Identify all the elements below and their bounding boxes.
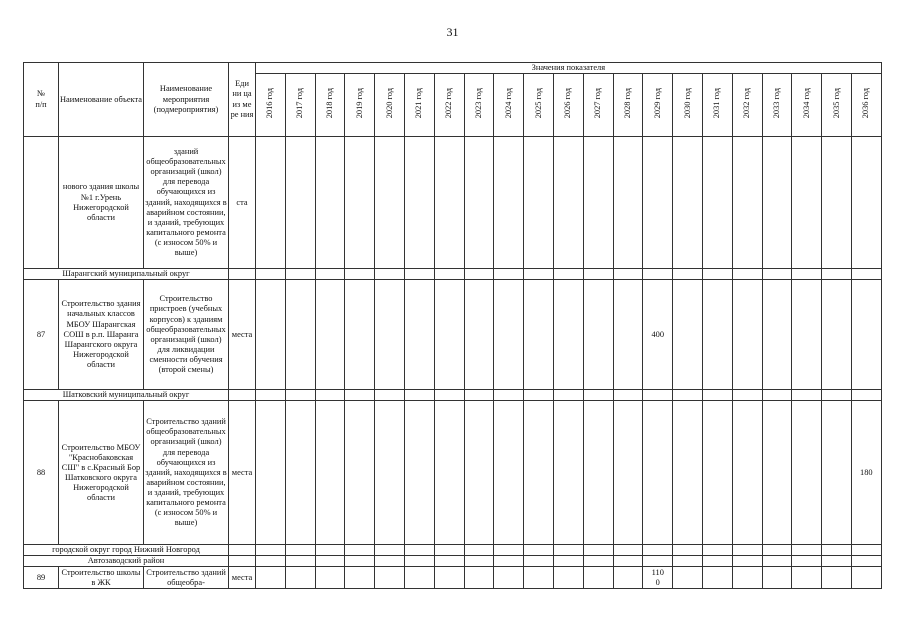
header-year (732, 74, 762, 137)
empty-cell (822, 269, 852, 280)
header-year (464, 74, 494, 137)
header-object-name: Наименование объекта (59, 63, 144, 137)
empty-cell (643, 269, 673, 280)
empty-cell (702, 556, 732, 567)
empty-cell (792, 269, 822, 280)
value-cell (851, 567, 881, 589)
empty-cell (524, 269, 554, 280)
value-cell (524, 280, 554, 390)
empty-cell (285, 269, 315, 280)
empty-cell (553, 545, 583, 556)
empty-cell (256, 390, 286, 401)
empty-cell (643, 545, 673, 556)
header-year (851, 74, 881, 137)
value-cell (822, 401, 852, 545)
value-cell (285, 567, 315, 589)
value-cell (762, 567, 792, 589)
empty-cell (583, 545, 613, 556)
empty-cell (673, 556, 703, 567)
value-cell (673, 137, 703, 269)
value-cell (732, 137, 762, 269)
empty-cell (732, 390, 762, 401)
empty-cell (285, 545, 315, 556)
measure-name: Строительство зданий общеобра- (144, 567, 229, 589)
value-cell (553, 401, 583, 545)
empty-cell (315, 390, 345, 401)
empty-cell (673, 390, 703, 401)
region-row (24, 269, 882, 280)
empty-cell (345, 556, 375, 567)
empty-cell (553, 556, 583, 567)
value-cell (494, 280, 524, 390)
unit-cell: места (229, 401, 256, 545)
empty-cell (851, 269, 881, 280)
empty-cell (583, 556, 613, 567)
year-label: 2028 год (622, 88, 632, 119)
value-cell (613, 137, 643, 269)
value-cell (256, 137, 286, 269)
value-cell (375, 567, 405, 589)
region-row (24, 545, 882, 556)
header-unit: Еди ни ца из ме ре ния (229, 63, 256, 137)
empty-cell (434, 390, 464, 401)
value-cell (404, 401, 434, 545)
value-cell (524, 137, 554, 269)
row-number (24, 137, 59, 269)
value-cell: 180 (851, 401, 881, 545)
value-cell (434, 137, 464, 269)
empty-cell (613, 556, 643, 567)
value-cell (494, 401, 524, 545)
empty-cell (822, 556, 852, 567)
empty-cell (524, 556, 554, 567)
empty-cell (315, 269, 345, 280)
value-cell (762, 280, 792, 390)
empty-cell (553, 269, 583, 280)
empty-cell (732, 269, 762, 280)
empty-cell (732, 556, 762, 567)
year-label: 2016 год (265, 88, 275, 119)
empty-cell (792, 390, 822, 401)
value-cell (315, 280, 345, 390)
value-cell (464, 401, 494, 545)
value-cell (583, 137, 613, 269)
empty-cell (375, 390, 405, 401)
year-label: 2029 год (652, 88, 662, 119)
empty-cell (285, 556, 315, 567)
empty-cell (613, 390, 643, 401)
value-cell (822, 567, 852, 589)
empty-cell (345, 269, 375, 280)
value-cell (404, 280, 434, 390)
value-cell (792, 567, 822, 589)
table-row (24, 137, 882, 269)
measure-name: Строительство зданий общеобразовательных организаций (школ) для перевода обучающихся из зданий, находящихся в аварийном состоянии, и зданий, требующих капитального ремонта (с износом 50% и выше) (144, 401, 229, 545)
empty-cell (851, 556, 881, 567)
empty-cell (583, 390, 613, 401)
value-cell (434, 567, 464, 589)
value-cell (494, 567, 524, 589)
value-cell: 400 (643, 280, 673, 390)
empty-cell (762, 269, 792, 280)
value-cell (285, 137, 315, 269)
value-cell (583, 401, 613, 545)
year-label: 2033 год (771, 88, 781, 119)
empty-cell (851, 390, 881, 401)
empty-cell (494, 556, 524, 567)
empty-cell (524, 390, 554, 401)
empty-cell (553, 390, 583, 401)
header-year (345, 74, 375, 137)
row-number: 89 (24, 567, 59, 589)
value-cell (345, 401, 375, 545)
empty-cell (229, 545, 256, 556)
value-cell (345, 137, 375, 269)
empty-cell (434, 545, 464, 556)
empty-cell (404, 556, 434, 567)
year-label: 2023 год (473, 88, 483, 119)
empty-cell (229, 556, 256, 567)
empty-cell (822, 390, 852, 401)
value-cell (375, 137, 405, 269)
value-cell (792, 401, 822, 545)
empty-cell (375, 269, 405, 280)
year-label: 2036 год (861, 88, 871, 119)
value-cell (256, 567, 286, 589)
empty-cell (229, 390, 256, 401)
value-cell (643, 401, 673, 545)
object-name: Строительство МБОУ "Краснобаковская СШ" в с.Красный Бор Шатковского округа Нижегородской области (59, 401, 144, 545)
value-cell (732, 567, 762, 589)
empty-cell (464, 556, 494, 567)
row-number: 88 (24, 401, 59, 545)
row-number: 87 (24, 280, 59, 390)
year-label: 2026 год (563, 88, 573, 119)
object-name: Строительство здания начальных классов МБОУ Шарангская СОШ в р.п. Шаранга Шарангского округа Нижегородской области (59, 280, 144, 390)
empty-cell (673, 545, 703, 556)
value-cell (464, 280, 494, 390)
region-name: Шатковский муниципальный округ (24, 390, 229, 401)
value-cell (702, 137, 732, 269)
value-cell (285, 401, 315, 545)
unit-cell: ста (229, 137, 256, 269)
value-cell (256, 280, 286, 390)
object-name: Строительство школы в ЖК (59, 567, 144, 589)
value-cell (822, 280, 852, 390)
empty-cell (345, 390, 375, 401)
empty-cell (702, 545, 732, 556)
value-cell (404, 567, 434, 589)
header-year (285, 74, 315, 137)
year-label: 2032 год (742, 88, 752, 119)
value-cell (375, 280, 405, 390)
empty-cell (464, 545, 494, 556)
year-label: 2034 год (801, 88, 811, 119)
value-cell (404, 137, 434, 269)
value-cell (375, 401, 405, 545)
empty-cell (494, 390, 524, 401)
value-cell (315, 567, 345, 589)
header-measure-name: Наименование мероприятия (подмероприятия) (144, 63, 229, 137)
value-cell (673, 567, 703, 589)
region-name: городской округ город Нижний Новгород (24, 545, 229, 556)
region-row (24, 556, 882, 567)
empty-cell (762, 556, 792, 567)
empty-cell (851, 545, 881, 556)
empty-cell (673, 269, 703, 280)
empty-cell (702, 269, 732, 280)
value-cell (583, 280, 613, 390)
year-label: 2024 год (503, 88, 513, 119)
empty-cell (256, 269, 286, 280)
header-year (404, 74, 434, 137)
empty-cell (345, 545, 375, 556)
table-row (24, 280, 882, 390)
empty-cell (822, 545, 852, 556)
value-cell (345, 280, 375, 390)
empty-cell (762, 390, 792, 401)
value-cell (702, 567, 732, 589)
header-year (613, 74, 643, 137)
value-cell (434, 280, 464, 390)
indicator-table (23, 62, 882, 589)
value-cell (583, 567, 613, 589)
value-cell (613, 401, 643, 545)
value-cell (673, 401, 703, 545)
value-cell (464, 137, 494, 269)
empty-cell (256, 556, 286, 567)
header-year (434, 74, 464, 137)
empty-cell (375, 545, 405, 556)
header-row (24, 63, 882, 74)
empty-cell (315, 545, 345, 556)
value-cell (524, 401, 554, 545)
header-year (792, 74, 822, 137)
header-num: № п/п (24, 63, 59, 137)
value-cell (673, 280, 703, 390)
empty-cell (702, 390, 732, 401)
value-cell (792, 280, 822, 390)
header-year (583, 74, 613, 137)
region-name: Шарангский муниципальный округ (24, 269, 229, 280)
year-label: 2017 год (295, 88, 305, 119)
empty-cell (404, 390, 434, 401)
header-year (762, 74, 792, 137)
empty-cell (285, 390, 315, 401)
value-cell (524, 567, 554, 589)
value-cell (762, 137, 792, 269)
empty-cell (404, 269, 434, 280)
value-cell (851, 280, 881, 390)
empty-cell (643, 390, 673, 401)
header-values-title: Значения показателя (256, 63, 882, 74)
table-row (24, 401, 882, 545)
year-label: 2018 год (324, 88, 334, 119)
year-label: 2021 год (414, 88, 424, 119)
value-cell (256, 401, 286, 545)
header-year (702, 74, 732, 137)
empty-cell (256, 545, 286, 556)
value-cell (702, 280, 732, 390)
year-label: 2031 год (712, 88, 722, 119)
value-cell (762, 401, 792, 545)
empty-cell (792, 556, 822, 567)
value-cell (494, 137, 524, 269)
region-row (24, 390, 882, 401)
value-cell (613, 280, 643, 390)
empty-cell (792, 545, 822, 556)
year-label: 2027 год (593, 88, 603, 119)
header-year (494, 74, 524, 137)
table-row (24, 567, 882, 589)
measure-name: зданий общеобразовательных организаций (школ) для перевода обучающихся из зданий, находящихся в аварийном состоянии, и зданий, требующих капитального ремонта (с износом 50% и выше) (144, 137, 229, 269)
empty-cell (434, 556, 464, 567)
year-label: 2030 год (682, 88, 692, 119)
value-cell (553, 280, 583, 390)
value-cell (643, 137, 673, 269)
header-year (375, 74, 405, 137)
empty-cell (583, 269, 613, 280)
empty-cell (315, 556, 345, 567)
unit-cell: места (229, 567, 256, 589)
year-label: 2022 год (444, 88, 454, 119)
header-year (673, 74, 703, 137)
measure-name: Строительство пристроев (учебных корпусов) к зданиям общеобразовательных организаций (школ) для ликвидации сменности обучения (второй смены) (144, 280, 229, 390)
value-cell (792, 137, 822, 269)
value-cell (464, 567, 494, 589)
region-name: Автозаводский район (24, 556, 229, 567)
value-cell: 110 0 (643, 567, 673, 589)
empty-cell (404, 545, 434, 556)
empty-cell (613, 545, 643, 556)
empty-cell (434, 269, 464, 280)
empty-cell (732, 545, 762, 556)
value-cell (315, 401, 345, 545)
empty-cell (613, 269, 643, 280)
header-year (553, 74, 583, 137)
unit-cell: места (229, 280, 256, 390)
year-label: 2025 год (533, 88, 543, 119)
year-label: 2020 год (384, 88, 394, 119)
year-label: 2019 год (354, 88, 364, 119)
empty-cell (762, 545, 792, 556)
value-cell (732, 401, 762, 545)
value-cell (434, 401, 464, 545)
empty-cell (375, 556, 405, 567)
value-cell (822, 137, 852, 269)
empty-cell (464, 390, 494, 401)
value-cell (345, 567, 375, 589)
header-year (256, 74, 286, 137)
value-cell (613, 567, 643, 589)
header-year (524, 74, 554, 137)
value-cell (553, 137, 583, 269)
value-cell (553, 567, 583, 589)
header-year (643, 74, 673, 137)
header-year (315, 74, 345, 137)
value-cell (285, 280, 315, 390)
empty-cell (464, 269, 494, 280)
empty-cell (229, 269, 256, 280)
empty-cell (494, 269, 524, 280)
empty-cell (494, 545, 524, 556)
value-cell (315, 137, 345, 269)
header-year (822, 74, 852, 137)
object-name: нового здания школы №1 г.Урень Нижегородской области (59, 137, 144, 269)
empty-cell (643, 556, 673, 567)
value-cell (851, 137, 881, 269)
value-cell (702, 401, 732, 545)
year-label: 2035 год (831, 88, 841, 119)
page-number: 31 (446, 25, 459, 39)
value-cell (732, 280, 762, 390)
empty-cell (524, 545, 554, 556)
